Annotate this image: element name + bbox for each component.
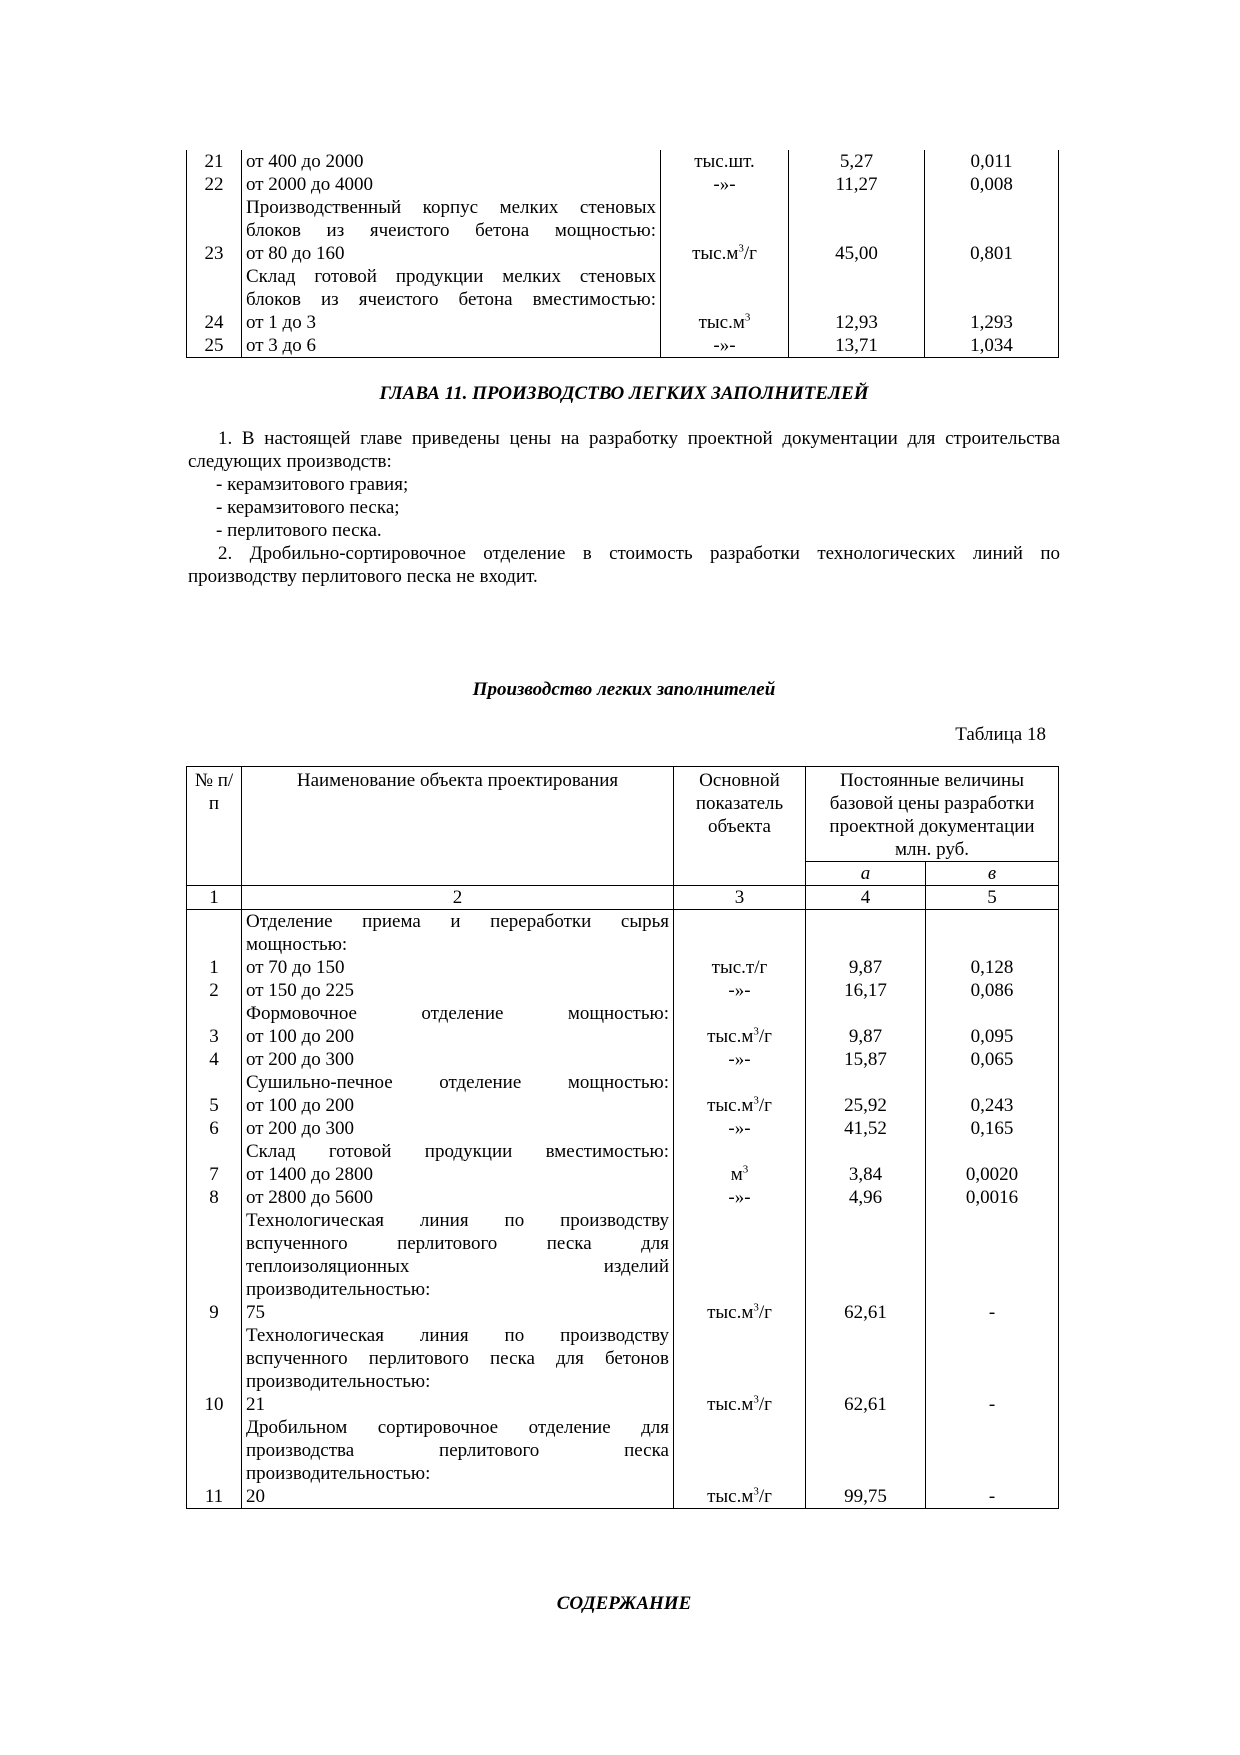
col-number: 1: [187, 886, 242, 910]
object-name: [242, 1117, 674, 1140]
table-row: [187, 1186, 1059, 1209]
value-a: 11,27: [789, 173, 925, 196]
table-row: [187, 1071, 1059, 1117]
table-row: [187, 173, 1059, 196]
row-number: 4: [187, 1048, 242, 1071]
value-b: 1,034: [925, 334, 1059, 358]
row-number: 1: [187, 910, 242, 980]
object-name: [242, 979, 674, 1002]
indicator-unit: -»-: [674, 1117, 806, 1140]
table-row: [187, 1416, 1059, 1509]
row-number: 8: [187, 1186, 242, 1209]
object-name-line: производительностью:: [246, 1463, 431, 1484]
indicator-unit: тыс.шт.: [661, 150, 789, 173]
indicator-unit: $тыс.м^3/г$: [661, 196, 789, 265]
header-num: № п/п: [187, 767, 242, 886]
object-name-line: Дробильном сортировочное отделение для: [246, 1417, 669, 1438]
col-number: 5: [926, 886, 1059, 910]
value-b: 0,243: [926, 1071, 1059, 1117]
object-name-line: 21: [246, 1394, 265, 1415]
row-number: 22: [187, 173, 242, 196]
value-b: -: [926, 1416, 1059, 1509]
object-name-line: от 100 до 200: [246, 1026, 354, 1047]
object-name-line: Склад готовой продукции вместимостью:: [246, 1141, 669, 1162]
indicator-unit: -»-: [674, 1186, 806, 1209]
value-b: 0,011: [925, 150, 1059, 173]
object-name-line: от 70 до 150: [246, 957, 345, 978]
row-number: 7: [187, 1140, 242, 1186]
row-number: 3: [187, 1002, 242, 1048]
row-number: 5: [187, 1071, 242, 1117]
object-name: [242, 334, 661, 358]
col-number: 4: [806, 886, 926, 910]
object-name: [242, 1324, 674, 1416]
object-name: [242, 1416, 674, 1509]
object-name-line: вспученного перлитового песка для: [246, 1233, 669, 1254]
table-row: [187, 910, 1059, 980]
object-name-line: 75: [246, 1302, 265, 1323]
object-name-line: от 400 до 2000: [246, 151, 364, 172]
value-a: 4,96: [806, 1186, 926, 1209]
object-name: [242, 265, 661, 334]
object-name-line: мощностью:: [246, 934, 348, 955]
value-b: 0,086: [926, 979, 1059, 1002]
value-b: 0,008: [925, 173, 1059, 196]
object-name-line: производства перлитового песка: [246, 1440, 669, 1461]
value-a: 5,27: [789, 150, 925, 173]
object-name-line: от 2800 до 5600: [246, 1187, 373, 1208]
table-row: [187, 1324, 1059, 1416]
value-b: -: [926, 1209, 1059, 1324]
object-name-line: Технологическая линия по производству: [246, 1210, 669, 1231]
object-name-line: блоков из ячеистого бетона мощностью:: [246, 220, 656, 241]
list-item: - керамзитового песка;: [216, 497, 400, 518]
object-name-line: от 150 до 225: [246, 980, 354, 1001]
table-18-body: [187, 910, 1059, 1509]
indicator-unit: тыс.т/г: [674, 910, 806, 980]
object-name-line: от 80 до 160: [246, 243, 345, 264]
object-name: [242, 1048, 674, 1071]
object-name-line: от 3 до 6: [246, 335, 316, 356]
indicator-unit: -»-: [661, 334, 789, 358]
object-name: [242, 1186, 674, 1209]
top-table-body: [187, 150, 1059, 358]
object-name-line: Склад готовой продукции мелких стеновых: [246, 266, 656, 287]
table-row: [187, 196, 1059, 265]
value-a: 62,61: [806, 1209, 926, 1324]
indicator-unit: $тыс.м^3/г$: [674, 1416, 806, 1509]
col-number: 2: [242, 886, 674, 910]
table-row: [187, 150, 1059, 173]
header-constants: Постоянные величины базовой цены разработки проектной документации млн. руб.: [806, 767, 1059, 862]
indicator-unit: -»-: [674, 979, 806, 1002]
object-name-line: от 1400 до 2800: [246, 1164, 373, 1185]
paragraph-2: 2. Дробильно-сортировочное отделение в стоимость разработки технологических линий по производству перлитового песка не входит.: [188, 543, 1060, 587]
indicator-unit: -»-: [661, 173, 789, 196]
value-a: 41,52: [806, 1117, 926, 1140]
row-number: 11: [187, 1416, 242, 1509]
value-b: 0,0020: [926, 1140, 1059, 1186]
table-row: [187, 1048, 1059, 1071]
contents-title: СОДЕРЖАНИЕ: [556, 1593, 692, 1614]
value-a: 99,75: [806, 1416, 926, 1509]
chapter-title: ГЛАВА 11. ПРОИЗВОДСТВО ЛЕГКИХ ЗАПОЛНИТЕЛЕЙ: [379, 383, 869, 404]
object-name: [242, 1071, 674, 1117]
indicator-unit: -»-: [674, 1048, 806, 1071]
col-number: 3: [674, 886, 806, 910]
object-name-line: от 2000 до 4000: [246, 174, 373, 195]
indicator-unit: $тыс.м^3/г$: [674, 1209, 806, 1324]
row-number: 21: [187, 150, 242, 173]
table-18-header: [187, 767, 1059, 910]
object-name-line: 20: [246, 1486, 265, 1507]
table-label: Таблица 18: [955, 724, 1046, 745]
object-name: [242, 910, 674, 980]
object-name: [242, 1209, 674, 1324]
row-number: 23: [187, 196, 242, 265]
value-a: 16,17: [806, 979, 926, 1002]
row-number: 2: [187, 979, 242, 1002]
object-name-line: от 200 до 300: [246, 1118, 354, 1139]
table-caption: Производство легких заполнителей: [472, 679, 776, 700]
value-b: 0,128: [926, 910, 1059, 980]
header-name: Наименование объекта проектирования: [242, 767, 674, 886]
header-a: а: [806, 862, 926, 886]
value-a: 13,71: [789, 334, 925, 358]
header-indicator: Основной показатель объекта: [674, 767, 806, 886]
indicator-unit: $тыс.м^3/г$: [674, 1002, 806, 1048]
list-item: - керамзитового гравия;: [216, 474, 409, 495]
value-b: 0,801: [925, 196, 1059, 265]
column-number-row: [187, 886, 1059, 910]
object-name-line: от 100 до 200: [246, 1095, 354, 1116]
value-b: 0,0016: [926, 1186, 1059, 1209]
object-name-line: Формовочное отделение мощностью:: [246, 1003, 669, 1024]
object-name: [242, 1140, 674, 1186]
table-row: [187, 1002, 1059, 1048]
value-b: 1,293: [925, 265, 1059, 334]
top-table: [186, 150, 1059, 358]
object-name-line: вспученного перлитового песка для бетонов: [246, 1348, 669, 1369]
object-name-line: производительностью:: [246, 1279, 431, 1300]
value-a: 3,84: [806, 1140, 926, 1186]
row-number: 25: [187, 334, 242, 358]
object-name-line: от 200 до 300: [246, 1049, 354, 1070]
table-row: [187, 1140, 1059, 1186]
row-number: 24: [187, 265, 242, 334]
value-a: 45,00: [789, 196, 925, 265]
table-row: [187, 265, 1059, 334]
row-number: 10: [187, 1324, 242, 1416]
table-18: [186, 766, 1059, 1509]
value-a: 9,87: [806, 1002, 926, 1048]
value-a: 15,87: [806, 1048, 926, 1071]
paragraph-1: 1. В настоящей главе приведены цены на разработку проектной документации для строительства следующих производств:: [188, 428, 1060, 472]
row-number: 6: [187, 1117, 242, 1140]
object-name: [242, 1002, 674, 1048]
indicator-unit: $м^3$: [674, 1140, 806, 1186]
object-name-line: Технологическая линия по производству: [246, 1325, 669, 1346]
value-a: 25,92: [806, 1071, 926, 1117]
object-name: [242, 173, 661, 196]
object-name-line: Сушильно-печное отделение мощностью:: [246, 1072, 669, 1093]
row-number: 9: [187, 1209, 242, 1324]
table-row: [187, 1117, 1059, 1140]
object-name-line: Отделение приема и переработки сырья: [246, 911, 669, 932]
indicator-unit: $тыс.м^3$: [661, 265, 789, 334]
object-name: [242, 196, 661, 265]
value-b: 0,165: [926, 1117, 1059, 1140]
chapter-text: [188, 427, 1060, 588]
indicator-unit: $тыс.м^3/г$: [674, 1071, 806, 1117]
value-b: 0,065: [926, 1048, 1059, 1071]
object-name-line: Производственный корпус мелких стеновых: [246, 197, 656, 218]
value-a: 9,87: [806, 910, 926, 980]
value-b: 0,095: [926, 1002, 1059, 1048]
indicator-unit: $тыс.м^3/г$: [674, 1324, 806, 1416]
header-b: в: [926, 862, 1059, 886]
value-b: -: [926, 1324, 1059, 1416]
value-a: 62,61: [806, 1324, 926, 1416]
list-item: - перлитового песка.: [216, 520, 382, 541]
table-row: [187, 334, 1059, 358]
object-name-line: блоков из ячеистого бетона вместимостью:: [246, 289, 656, 310]
value-a: 12,93: [789, 265, 925, 334]
object-name: [242, 150, 661, 173]
table-row: [187, 1209, 1059, 1324]
table-row: [187, 979, 1059, 1002]
object-name-line: от 1 до 3: [246, 312, 316, 333]
object-name-line: теплоизоляционных изделий: [246, 1256, 669, 1277]
object-name-line: производительностью:: [246, 1371, 431, 1392]
